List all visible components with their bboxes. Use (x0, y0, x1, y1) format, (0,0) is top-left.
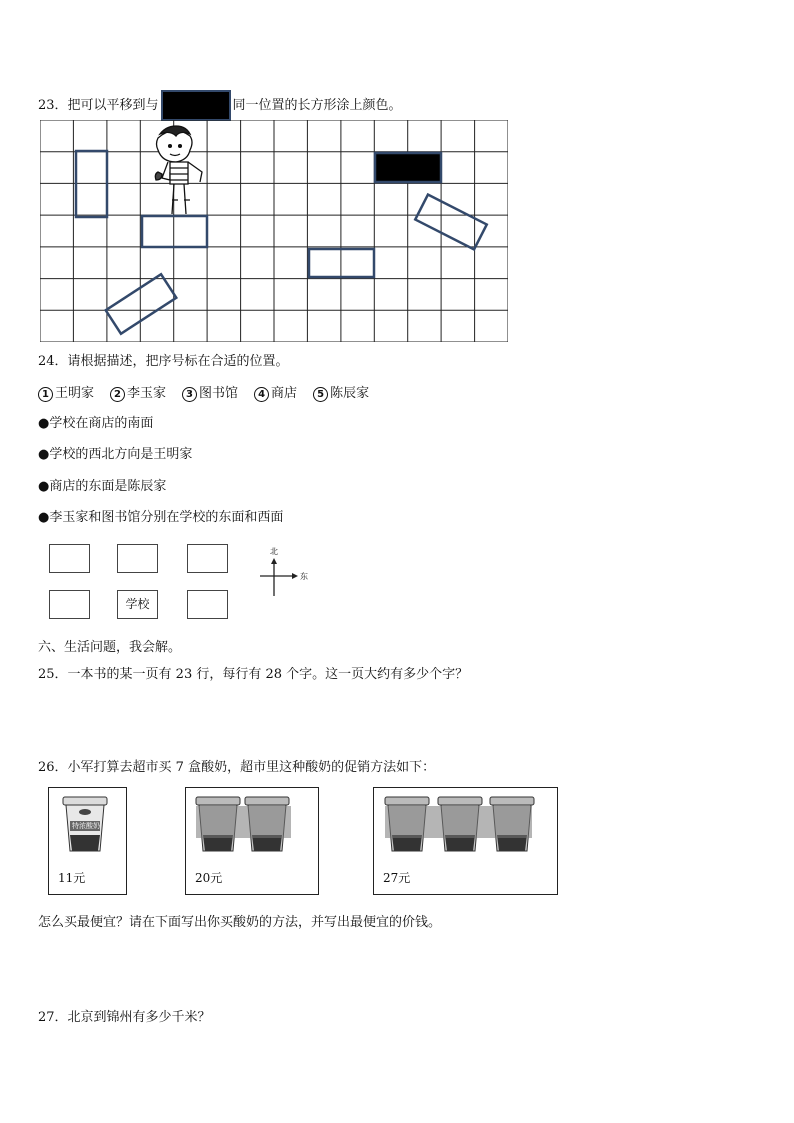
option-2: 2 李玉家 (110, 386, 166, 402)
clue-1: ●学校在商店的南面 (38, 416, 154, 431)
map-box-bottom-right (187, 590, 228, 619)
q24-options (38, 386, 369, 402)
q26-title: 26．小军打算去超市买 7 盒酸奶，超市里这种酸奶的促销方法如下： (38, 760, 436, 775)
price-2: 20元 (195, 871, 223, 885)
clue-3: ●商店的东面是陈辰家 (38, 479, 167, 494)
q26-follow-up: 怎么买最便宜？请在下面写出你买酸奶的方法，并写出最便宜的价钱。 (38, 915, 442, 930)
map-box-school: 学校 (117, 590, 158, 619)
map-box-bottom-left (49, 590, 90, 619)
cup-label: 特浓酸奶 (72, 822, 100, 830)
boy-illustration (155, 126, 202, 214)
yogurt-offer-1 (48, 787, 127, 895)
map-box-top-left (49, 544, 90, 573)
compass-north-label: 北 (270, 547, 278, 556)
option-4: 4 商店 (254, 386, 297, 402)
section-6-heading: 六、生活问题，我会解。 (38, 640, 182, 655)
translation-grid (40, 120, 508, 342)
option-3: 3 图书馆 (182, 386, 238, 402)
q23-prefix: 23．把可以平移到与 (38, 98, 159, 113)
compass-east-label: 东 (300, 572, 308, 581)
map-box-top-middle (117, 544, 158, 573)
price-1: 11元 (58, 871, 86, 885)
bundle-wrap (196, 806, 291, 838)
rect-middle-right (309, 249, 374, 277)
q23-suffix: 同一位置的长方形涂上颜色。 (232, 98, 402, 113)
map-box-top-right (187, 544, 228, 573)
q27-text: 27．北京到锦州有多少千米？ (38, 1010, 211, 1025)
target-rectangle-inline (161, 90, 231, 121)
yogurt-offer-3 (373, 787, 558, 895)
clue-4: ●李玉家和图书馆分别在学校的东面和西面 (38, 510, 284, 525)
q24-title: 24．请根据描述，把序号标在合适的位置。 (38, 354, 289, 369)
yogurt-offer-2 (185, 787, 319, 895)
clue-2: ●学校的西北方向是王明家 (38, 447, 193, 462)
rect-under-boy (142, 216, 207, 247)
rect-rotated-left (106, 274, 177, 333)
rect-rotated-right (415, 195, 487, 250)
position-map (46, 542, 316, 626)
option-5: 5 陈辰家 (313, 386, 369, 402)
rect-target-filled (375, 153, 441, 182)
q25-text: 25．一本书的某一页有 23 行，每行有 28 个字。这一页大约有多少个字？ (38, 667, 469, 682)
rect-vertical (76, 151, 107, 217)
q23-text (38, 90, 402, 121)
option-1: 1 王明家 (38, 386, 94, 402)
price-3: 27元 (383, 871, 411, 885)
bundle-wrap (385, 806, 532, 838)
